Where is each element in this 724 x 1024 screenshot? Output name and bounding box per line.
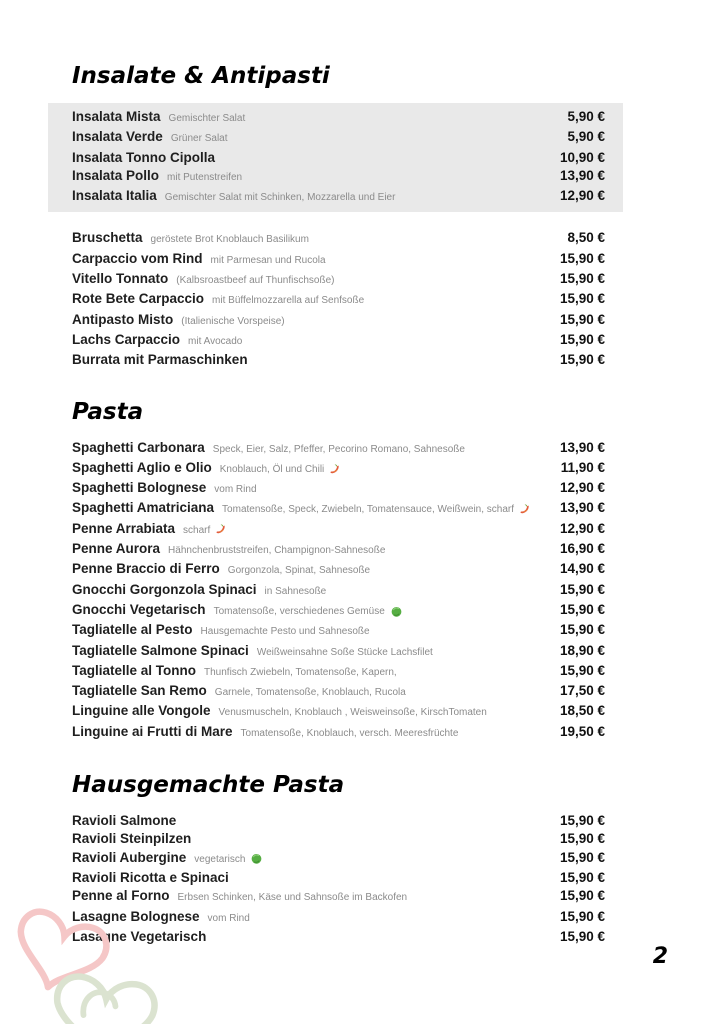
menu-group-shaded	[48, 103, 623, 212]
item-description: Thunfisch Zwiebeln, Tomatensoße, Kapern,	[204, 666, 397, 678]
item-price: 12,90 €	[559, 188, 605, 204]
menu-section	[72, 771, 605, 946]
item-name: Lasagne Bolognese	[72, 908, 200, 924]
menu-item	[72, 149, 605, 167]
item-name: Tagliatelle al Pesto	[72, 622, 193, 638]
menu-item	[72, 621, 605, 641]
menu-item	[72, 723, 605, 743]
menu-section	[72, 398, 605, 743]
item-description: mit Parmesan und Rucola	[210, 254, 326, 266]
item-price: 18,90 €	[559, 642, 605, 658]
item-name: Lachs Carpaccio	[72, 331, 181, 347]
item-name: Insalata Italia	[72, 188, 157, 204]
item-name: Insalata Mista	[72, 109, 161, 124]
item-price: 15,90 €	[559, 831, 605, 847]
item-name: Insalata Tonno Cipolla	[72, 149, 216, 165]
item-name: Penne Arrabiata	[72, 520, 176, 536]
item-price: 18,50 €	[559, 703, 605, 719]
section-title: Insalate & Antipasti	[72, 63, 330, 89]
menu-item	[72, 849, 605, 869]
item-name: Antipasto Misto	[72, 311, 174, 327]
item-price: 14,90 €	[559, 561, 605, 577]
item-description: mit Büffelmozzarella auf Senfsoße	[212, 295, 365, 307]
item-price: 5,90 €	[567, 109, 605, 124]
item-price: 15,90 €	[559, 581, 605, 597]
menu-item	[72, 928, 605, 946]
item-description: Tomatensoße, verschiedenes Gemüse	[213, 605, 385, 617]
menu-item	[72, 250, 605, 270]
item-name: Vitello Tonnato	[72, 271, 169, 287]
item-name: Penne al Forno	[72, 888, 170, 904]
item-name: Linguine ai Frutti di Mare	[72, 723, 233, 739]
item-price: 15,90 €	[559, 311, 605, 327]
item-description: Erbsen Schinken, Käse und Sahnsoße im Backofen	[177, 892, 408, 904]
item-description: Gemischter Salat mit Schinken, Mozzarella und Eier	[164, 192, 396, 204]
item-price: 15,90 €	[559, 908, 605, 924]
item-description: Hausgemachte Pesto und Sahnesoße	[200, 626, 370, 638]
item-name: Insalata Pollo	[72, 167, 160, 183]
item-price: 15,90 €	[559, 662, 605, 678]
item-price: 17,50 €	[559, 683, 605, 699]
menu-item	[72, 331, 605, 351]
item-description: Speck, Eier, Salz, Pfeffer, Pecorino Romano, Sahnesoße	[212, 443, 465, 455]
item-price: 11,90 €	[560, 459, 605, 475]
item-description: Gemischter Salat	[168, 113, 246, 124]
item-name: Penne Braccio di Ferro	[72, 561, 220, 577]
menu-group	[72, 439, 605, 743]
item-name: Gnocchi Gorgonzola Spinaci	[72, 581, 257, 597]
page-number: 2	[652, 944, 668, 969]
item-price: 19,50 €	[559, 723, 605, 739]
item-description: (Italienische Vorspeise)	[181, 315, 285, 327]
menu-item	[72, 229, 605, 249]
item-price: 12,90 €	[559, 520, 605, 536]
item-price: 15,90 €	[559, 352, 605, 368]
item-price: 8,50 €	[567, 230, 605, 246]
item-name: Rote Bete Carpaccio	[72, 291, 205, 307]
item-name: Spaghetti Carbonara	[72, 439, 205, 455]
menu-item	[72, 581, 605, 601]
menu-item	[72, 439, 605, 459]
item-name: Bruschetta	[72, 230, 143, 246]
green-heart-inner-swoosh	[83, 990, 118, 1019]
menu-item	[72, 290, 605, 310]
item-price: 15,90 €	[559, 928, 605, 944]
item-name: Linguine alle Vongole	[72, 703, 211, 719]
item-price: 15,90 €	[559, 888, 605, 904]
item-name: Spaghetti Aglio e Olio	[72, 459, 212, 475]
item-price: 16,90 €	[559, 541, 605, 557]
item-description: vegetarisch	[194, 853, 246, 865]
menu-item	[72, 908, 605, 928]
item-name: Carpaccio vom Rind	[72, 250, 203, 266]
menu-item	[72, 887, 605, 907]
menu-item	[72, 682, 605, 702]
item-description: Tomatensoße, Speck, Zwiebeln, Tomatensauce, Weißwein, scharf	[222, 504, 515, 516]
menu-item	[72, 128, 605, 148]
item-price: 15,90 €	[559, 271, 605, 287]
item-price: 5,90 €	[567, 129, 605, 145]
item-price: 15,90 €	[559, 601, 605, 617]
item-name: Tagliatelle San Remo	[72, 683, 207, 699]
item-price: 15,90 €	[559, 849, 605, 865]
item-price: 13,90 €	[559, 167, 605, 183]
menu-group	[72, 812, 605, 946]
chili-icon	[519, 503, 532, 516]
green-heart-outline	[50, 974, 158, 1024]
menu-item	[72, 869, 605, 887]
item-name: Lasagne Vegetarisch	[72, 928, 207, 944]
item-description: geröstete Brot Knoblauch Basilikum	[150, 234, 309, 246]
menu-item	[72, 167, 605, 187]
item-name: Spaghetti Amatriciana	[72, 500, 215, 516]
item-description: scharf	[183, 524, 211, 536]
item-name: Tagliatelle Salmone Spinaci	[72, 642, 249, 658]
item-price: 13,90 €	[559, 500, 605, 516]
item-description: vom Rind	[207, 912, 250, 924]
item-description: Hähnchenbruststreifen, Champignon-Sahnesoße	[168, 545, 386, 557]
chili-icon	[215, 523, 228, 536]
item-price: 15,90 €	[559, 869, 605, 885]
item-description: in Sahnesoße	[264, 585, 327, 597]
item-name: Ravioli Ricotta e Spinaci	[72, 869, 229, 885]
item-price: 10,90 €	[559, 149, 605, 165]
menu-item	[72, 520, 605, 540]
item-price: 15,90 €	[559, 250, 605, 266]
menu-item	[72, 601, 605, 621]
chili-icon	[329, 463, 342, 476]
item-description: Grüner Salat	[170, 133, 228, 145]
menu-item	[72, 830, 605, 848]
menu-item	[72, 311, 605, 331]
menu-item	[72, 479, 605, 499]
item-name: Ravioli Steinpilzen	[72, 831, 192, 847]
item-description: Weißweinsahne Soße Stücke Lachsfilet	[256, 646, 433, 658]
menu-item	[72, 187, 605, 207]
menu-item	[72, 459, 605, 479]
item-description: (Kalbsroastbeef auf Thunfischsoße)	[176, 275, 335, 287]
section-title: Hausgemachte Pasta	[72, 772, 345, 799]
item-name: Ravioli Aubergine	[72, 849, 187, 865]
item-price: 13,90 €	[559, 439, 605, 455]
menu-section	[72, 62, 605, 370]
menu-item	[72, 702, 605, 722]
menu-item	[72, 812, 605, 830]
item-name: Insalata Verde	[72, 129, 163, 145]
veggie-icon	[390, 605, 403, 618]
item-price: 15,90 €	[559, 331, 605, 347]
item-name: Spaghetti Bolognese	[72, 480, 207, 496]
item-price: 15,90 €	[559, 813, 605, 829]
menu-group	[72, 229, 605, 369]
menu-item	[72, 351, 605, 369]
item-name: Burrata mit Parmaschinken	[72, 352, 248, 368]
section-title: Pasta	[72, 398, 144, 425]
item-description: mit Avocado	[188, 335, 243, 347]
menu-item	[72, 108, 605, 128]
menu-item	[72, 499, 605, 519]
item-description: Tomatensoße, Knoblauch, versch. Meeresfrüchte	[240, 727, 459, 739]
item-description: mit Putenstreifen	[167, 171, 243, 183]
item-price: 12,90 €	[559, 480, 605, 496]
item-description: Gorgonzola, Spinat, Sahnesoße	[227, 565, 371, 577]
menu-item	[72, 270, 605, 290]
item-name: Gnocchi Vegetarisch	[72, 601, 206, 617]
menu-item	[72, 560, 605, 580]
menu-item	[72, 540, 605, 560]
menu-item	[72, 642, 605, 662]
item-name: Penne Aurora	[72, 541, 161, 557]
item-description: vom Rind	[214, 484, 257, 496]
item-price: 15,90 €	[559, 622, 605, 638]
item-description: Knoblauch, Öl und Chili	[219, 463, 325, 475]
item-name: Tagliatelle al Tonno	[72, 662, 197, 678]
menu-content	[72, 62, 605, 946]
veggie-icon	[250, 852, 263, 865]
menu-item	[72, 662, 605, 682]
item-price: 15,90 €	[559, 291, 605, 307]
item-name: Ravioli Salmone	[72, 813, 177, 829]
item-description: Venusmuscheln, Knoblauch , Weisweinsoße, KirschTomaten	[218, 707, 487, 719]
item-description: Garnele, Tomatensoße, Knoblauch, Rucola	[214, 687, 406, 699]
